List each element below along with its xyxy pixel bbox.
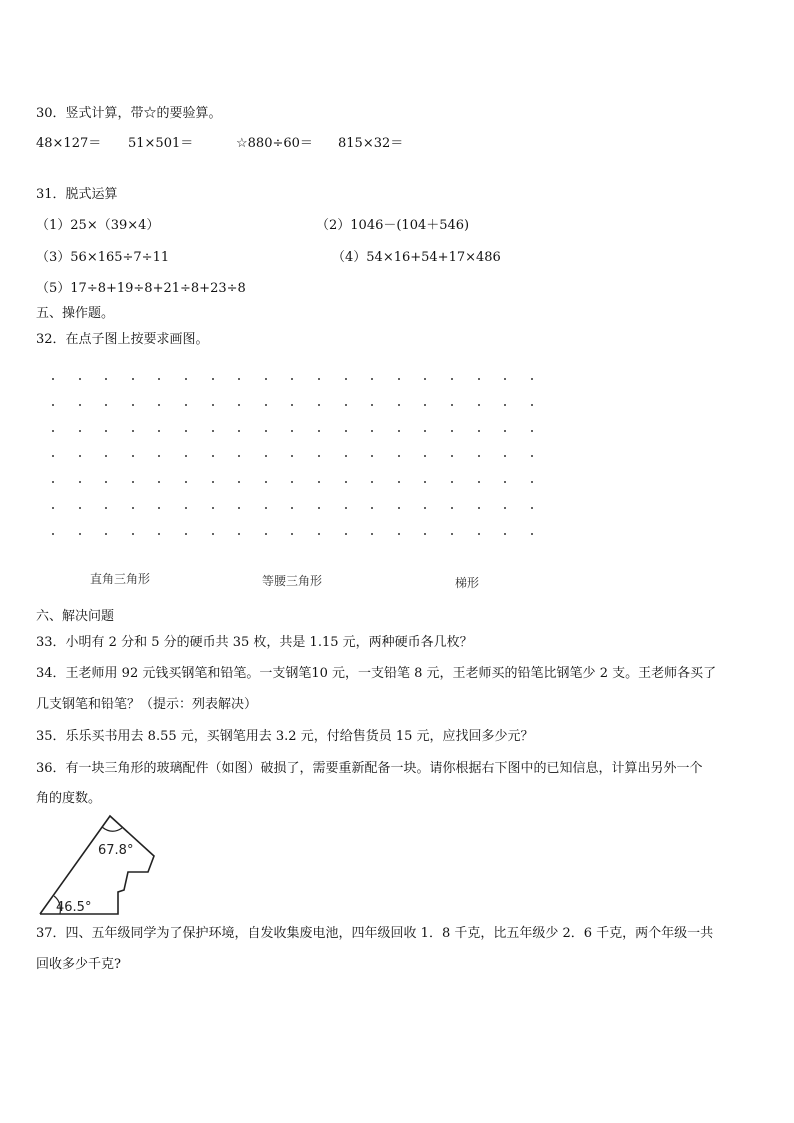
- grid-dot: [478, 430, 480, 432]
- grid-dot: [52, 481, 54, 483]
- q31-title: 31．脱式运算: [36, 187, 118, 202]
- grid-dot: [265, 430, 267, 432]
- angle-label-bottom: 46.5°: [56, 900, 92, 915]
- grid-dot: [478, 378, 480, 380]
- grid-dot: [398, 481, 400, 483]
- grid-dot: [132, 455, 134, 457]
- grid-dot: [318, 455, 320, 457]
- grid-dot: [478, 507, 480, 509]
- q34-line2: 几支钢笔和铅笔？（提示：列表解决）: [36, 697, 258, 712]
- broken-triangle-figure: [36, 812, 166, 922]
- grid-dot: [398, 378, 400, 380]
- grid-dot: [291, 378, 293, 380]
- grid-dot: [212, 404, 214, 406]
- grid-dot: [185, 507, 187, 509]
- grid-dot: [158, 378, 160, 380]
- grid-dot: [371, 430, 373, 432]
- grid-dot: [158, 455, 160, 457]
- grid-dot: [291, 507, 293, 509]
- grid-dot: [185, 481, 187, 483]
- grid-dot: [291, 481, 293, 483]
- grid-dot: [504, 404, 506, 406]
- grid-dot: [185, 404, 187, 406]
- grid-dot: [238, 430, 240, 432]
- grid-dot: [504, 378, 506, 380]
- grid-dot: [398, 455, 400, 457]
- grid-dot: [318, 507, 320, 509]
- grid-dot: [79, 404, 81, 406]
- grid-dot: [79, 455, 81, 457]
- q31-item-1: （1）25×（39×4）: [36, 218, 160, 233]
- grid-dot: [265, 507, 267, 509]
- grid-dot: [52, 404, 54, 406]
- grid-dot: [105, 481, 107, 483]
- grid-dot: [398, 430, 400, 432]
- section6-title: 六、解决问题: [36, 609, 115, 624]
- grid-dot: [52, 430, 54, 432]
- q32-title: 32．在点子图上按要求画图。: [36, 332, 209, 347]
- grid-dot: [265, 455, 267, 457]
- grid-dot: [291, 404, 293, 406]
- grid-dot: [132, 507, 134, 509]
- grid-dot: [291, 533, 293, 535]
- grid-dot: [52, 507, 54, 509]
- q31-item-5: （5）17÷8+19÷8+21÷8+23÷8: [36, 281, 246, 296]
- grid-dot: [531, 404, 533, 406]
- grid-dot: [424, 481, 426, 483]
- grid-dot: [345, 533, 347, 535]
- q30-item-2: 51×501＝: [128, 136, 194, 151]
- grid-dot: [504, 481, 506, 483]
- grid-dot: [504, 507, 506, 509]
- grid-dot: [291, 455, 293, 457]
- grid-dot: [265, 378, 267, 380]
- grid-dot: [531, 533, 533, 535]
- grid-dot: [318, 533, 320, 535]
- grid-dot: [531, 378, 533, 380]
- label-isosceles-triangle: 等腰三角形: [262, 574, 323, 588]
- q30-item-1: 48×127＝: [36, 136, 102, 151]
- grid-dot: [185, 455, 187, 457]
- grid-dot: [238, 481, 240, 483]
- grid-dot: [132, 430, 134, 432]
- grid-dot: [504, 455, 506, 457]
- grid-dot: [424, 507, 426, 509]
- label-right-triangle: 直角三角形: [90, 572, 151, 586]
- q36-line1: 36．有一块三角形的玻璃配件（如图）破损了，需要重新配备一块。请你根据右下图中的已知信息，计算出另外一个: [36, 761, 703, 776]
- grid-dot: [318, 404, 320, 406]
- grid-dot: [478, 533, 480, 535]
- grid-dot: [158, 507, 160, 509]
- grid-dot: [105, 533, 107, 535]
- grid-dot: [212, 481, 214, 483]
- q36-line2: 角的度数。: [36, 791, 102, 806]
- q31-item-3: （3）56×165÷7÷11: [36, 250, 170, 265]
- grid-dot: [371, 378, 373, 380]
- grid-dot: [345, 455, 347, 457]
- grid-dot: [424, 533, 426, 535]
- grid-dot: [238, 533, 240, 535]
- grid-dot: [265, 481, 267, 483]
- grid-dot: [478, 481, 480, 483]
- grid-dot: [451, 507, 453, 509]
- grid-dot: [212, 430, 214, 432]
- grid-dot: [478, 404, 480, 406]
- grid-dot: [424, 430, 426, 432]
- grid-dot: [132, 533, 134, 535]
- grid-dot: [52, 533, 54, 535]
- grid-dot: [478, 455, 480, 457]
- q30-title: 30．竖式计算，带☆的要验算。: [36, 106, 222, 121]
- q30-item-4: 815×32＝: [338, 136, 404, 151]
- q31-item-2: （2）1046－(104＋546): [316, 218, 470, 233]
- grid-dot: [212, 455, 214, 457]
- dot-grid[interactable]: [40, 368, 550, 548]
- grid-dot: [531, 455, 533, 457]
- q31-item-4: （4）54×16+54+17×486: [332, 250, 501, 265]
- angle-arc-top: [102, 827, 122, 831]
- grid-dot: [185, 533, 187, 535]
- grid-dot: [52, 378, 54, 380]
- grid-dot: [424, 455, 426, 457]
- grid-dot: [451, 430, 453, 432]
- grid-dot: [158, 481, 160, 483]
- grid-dot: [371, 507, 373, 509]
- grid-dot: [105, 507, 107, 509]
- grid-dot: [79, 481, 81, 483]
- grid-dot: [105, 378, 107, 380]
- grid-dot: [371, 481, 373, 483]
- grid-dot: [318, 378, 320, 380]
- q33-text: 33．小明有 2 分和 5 分的硬币共 35 枚，共是 1.15 元，两种硬币各几枚？: [36, 635, 473, 650]
- grid-dot: [531, 430, 533, 432]
- grid-dot: [345, 507, 347, 509]
- grid-dot: [79, 430, 81, 432]
- grid-dot: [451, 533, 453, 535]
- grid-dot: [238, 378, 240, 380]
- grid-dot: [212, 507, 214, 509]
- grid-dot: [398, 404, 400, 406]
- angle-label-top: 67.8°: [98, 843, 134, 858]
- grid-dot: [451, 404, 453, 406]
- grid-dot: [185, 378, 187, 380]
- grid-dot: [371, 533, 373, 535]
- grid-dot: [451, 455, 453, 457]
- grid-dot: [531, 481, 533, 483]
- grid-dot: [345, 378, 347, 380]
- grid-dot: [504, 533, 506, 535]
- grid-dot: [291, 430, 293, 432]
- grid-dot: [318, 481, 320, 483]
- grid-dot: [371, 404, 373, 406]
- grid-dot: [212, 378, 214, 380]
- grid-dot: [451, 378, 453, 380]
- grid-dot: [52, 455, 54, 457]
- label-trapezoid: 梯形: [455, 576, 480, 590]
- grid-dot: [158, 430, 160, 432]
- grid-dot: [132, 404, 134, 406]
- grid-dot: [424, 404, 426, 406]
- grid-dot: [345, 481, 347, 483]
- grid-dot: [79, 533, 81, 535]
- grid-dot: [238, 404, 240, 406]
- q30-item-3: ☆880÷60＝: [236, 136, 313, 151]
- grid-dot: [132, 481, 134, 483]
- grid-dot: [105, 404, 107, 406]
- q37-line2: 回收多少千克?: [36, 957, 121, 972]
- grid-dot: [158, 533, 160, 535]
- grid-dot: [265, 533, 267, 535]
- grid-dot: [504, 430, 506, 432]
- grid-dot: [105, 430, 107, 432]
- grid-dot: [318, 430, 320, 432]
- grid-dot: [79, 378, 81, 380]
- grid-dot: [132, 378, 134, 380]
- q34-line1: 34．王老师用 92 元钱买钢笔和铅笔。一支钢笔10 元，一支铅笔 8 元，王老师买的铅笔比钢笔少 2 支。王老师各买了: [36, 666, 717, 681]
- grid-dot: [345, 404, 347, 406]
- grid-dot: [238, 507, 240, 509]
- grid-dot: [371, 455, 373, 457]
- grid-dot: [345, 430, 347, 432]
- q37-line1: 37．四、五年级同学为了保护环境，自发收集废电池，四年级回收 1．8 千克，比五年级少 2．6 千克，两个年级一共: [36, 926, 714, 941]
- section5-title: 五、操作题。: [36, 306, 115, 321]
- grid-dot: [212, 533, 214, 535]
- q35-text: 35．乐乐买书用去 8.55 元，买钢笔用去 3.2 元，付给售货员 15 元，应找回多少元？: [36, 729, 534, 744]
- grid-dot: [398, 507, 400, 509]
- grid-dot: [531, 507, 533, 509]
- grid-dot: [105, 455, 107, 457]
- grid-dot: [158, 404, 160, 406]
- grid-dot: [424, 378, 426, 380]
- grid-dot: [238, 455, 240, 457]
- grid-dot: [79, 507, 81, 509]
- grid-dot: [398, 533, 400, 535]
- grid-dot: [265, 404, 267, 406]
- grid-dot: [451, 481, 453, 483]
- grid-dot: [185, 430, 187, 432]
